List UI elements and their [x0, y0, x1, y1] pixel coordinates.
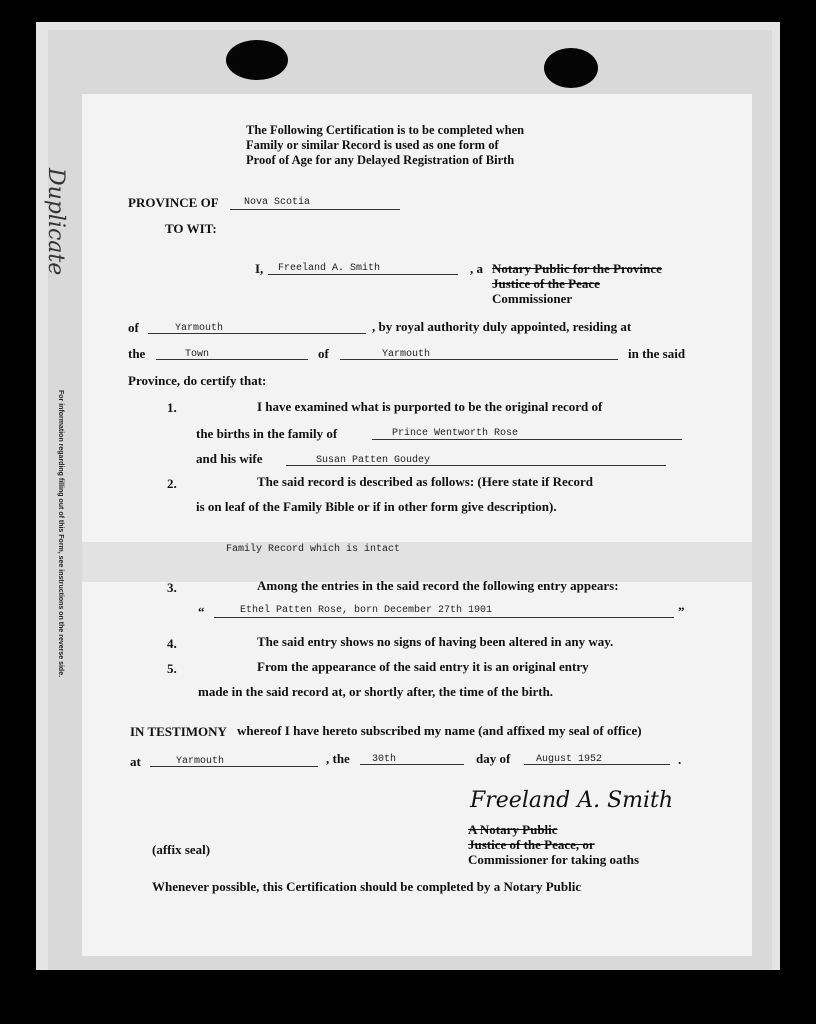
header-text — [246, 123, 606, 168]
province-certify: Province, do certify that: — [128, 373, 267, 388]
declarant-prefix: I, — [255, 261, 264, 276]
to-wit-label: TO WIT: — [165, 221, 217, 236]
role-notary: A Notary Public — [468, 822, 558, 837]
month-year-value: August 1952 — [536, 754, 603, 765]
header-line-1: The Following Certification is to be completed when — [246, 123, 525, 137]
month-year-line — [524, 764, 670, 765]
signature: Freeland A. Smith — [470, 788, 674, 813]
the-label: the — [128, 346, 146, 361]
entry-open-quote: “ — [198, 604, 205, 619]
title-notary: Notary Public for the Province — [492, 261, 662, 276]
wife-line — [286, 465, 666, 466]
record-description: Family Record which is intact — [226, 544, 401, 555]
of2-label: of — [318, 346, 329, 361]
item-1-text-a: I have examined what is purported to be the original record of — [257, 399, 603, 414]
item-4-number: 4. — [167, 636, 177, 651]
item-2-text-b: is on leaf of the Family Bible or if in other form give description). — [196, 499, 557, 514]
the-line — [156, 359, 308, 360]
side-instructions: For information regarding filling out of this Form, see instructions on the reverse side. — [57, 390, 64, 678]
item-1-text-c: and his wife — [196, 451, 263, 466]
of-label: of — [128, 320, 139, 335]
of2-value: Yarmouth — [382, 349, 431, 360]
item-3-text: Among the entries in the said record the following entry appears: — [257, 578, 619, 593]
item-2-text-a: The said record is described as follows: (Here state if Record — [257, 474, 594, 489]
at-value: Yarmouth — [176, 756, 225, 767]
of-line — [148, 333, 366, 334]
day-line — [360, 764, 464, 765]
item-3-number: 3. — [167, 580, 177, 595]
family-of-value: Prince Wentworth Rose — [392, 428, 519, 439]
appointed-text: , by royal authority duly appointed, residing at — [372, 319, 632, 334]
entry-line — [214, 617, 674, 618]
duplicate-annotation: Duplicate — [43, 168, 68, 276]
title-justice: Justice of the Peace — [492, 276, 600, 291]
the-value: Town — [185, 349, 210, 360]
item-5-text-b: made in the said record at, or shortly after, the time of the birth. — [198, 684, 554, 699]
at-line — [150, 766, 318, 767]
footer-note: Whenever possible, this Certification should be completed by a Notary Public — [152, 879, 582, 894]
province-value: Nova Scotia — [244, 197, 311, 208]
item-5-text-a: From the appearance of the said entry it is an original entry — [257, 659, 589, 674]
of-value: Yarmouth — [175, 323, 224, 334]
day-of-label: day of — [476, 751, 511, 766]
title-prefix: , a — [470, 261, 483, 276]
wife-value: Susan Patten Goudey — [316, 455, 431, 466]
testimony-period: . — [678, 752, 682, 767]
affix-seal: (affix seal) — [152, 842, 211, 857]
of2-line — [340, 359, 618, 360]
declarant-name-line — [268, 274, 458, 275]
province-line — [230, 209, 400, 210]
item-1-number: 1. — [167, 400, 177, 415]
at-label: at — [130, 754, 141, 769]
title-commissioner: Commissioner — [492, 291, 573, 306]
item-1-text-b: the births in the family of — [196, 426, 338, 441]
testimony-lead: IN TESTIMONY — [130, 724, 227, 739]
family-of-line — [372, 439, 682, 440]
header-line-3: Proof of Age for any Delayed Registration of Birth — [246, 153, 515, 167]
item-2-number: 2. — [167, 476, 177, 491]
entry-value: Ethel Patten Rose, born December 27th 1901 — [240, 605, 493, 616]
in-said-text: in the said — [628, 346, 686, 361]
role-justice: Justice of the Peace, or — [468, 837, 595, 852]
day-value: 30th — [372, 754, 397, 765]
declarant-name: Freeland A. Smith — [278, 263, 381, 274]
testimony-text: whereof I have hereto subscribed my name (and affixed my seal of office) — [237, 723, 642, 738]
entry-close-quote: ” — [678, 604, 685, 619]
item-5-number: 5. — [167, 661, 177, 676]
header-line-2: Family or similar Record is used as one form of — [246, 138, 499, 152]
punch-hole-right — [544, 48, 598, 88]
punch-hole-left — [226, 40, 288, 80]
role-commissioner: Commissioner for taking oaths — [468, 852, 640, 867]
fold-band — [82, 542, 752, 582]
province-label: PROVINCE OF — [128, 195, 219, 210]
the-day-label: , the — [326, 751, 350, 766]
item-4-text: The said entry shows no signs of having been altered in any way. — [257, 634, 614, 649]
